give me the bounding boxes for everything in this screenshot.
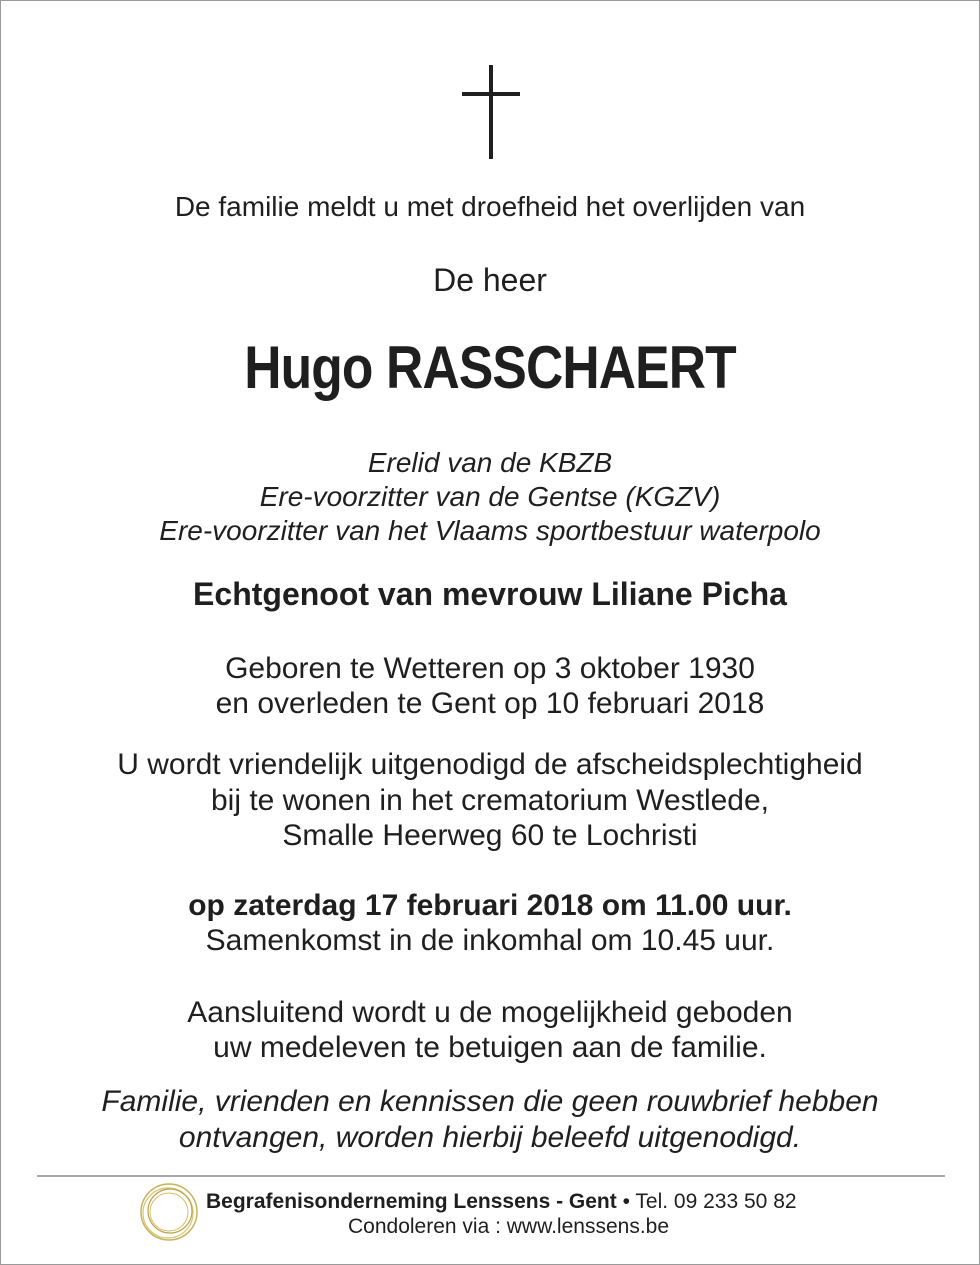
role-line: Ere-voorzitter van het Vlaams sportbestuur waterpolo bbox=[159, 515, 821, 546]
role-line: Erelid van de KBZB bbox=[367, 447, 613, 478]
ceremony-date: op zaterdag 17 februari 2018 om 11.00 uur. bbox=[188, 889, 792, 922]
invitation-line: Smalle Heerweg 60 te Lochristi bbox=[282, 819, 698, 852]
footer-company-line bbox=[206, 1190, 797, 1214]
company-name: Begrafenisonderneming Lenssens - Gent bbox=[206, 1190, 617, 1213]
honorific: De heer bbox=[433, 262, 547, 298]
spouse-line: Echtgenoot van mevrouw Liliane Picha bbox=[193, 576, 787, 612]
intro-text: De familie meldt u met droefheid het overlijden van bbox=[174, 191, 806, 222]
invitation-line: bij te wonen in het crematorium Westlede, bbox=[210, 784, 770, 817]
condolence-line: Aansluitend wordt u de mogelijkheid geboden bbox=[187, 996, 793, 1029]
footer-condolence-link[interactable]: Condoleren via : www.lenssens.be bbox=[348, 1215, 670, 1238]
role-line: Ere-voorzitter van de Gentse (KGZV) bbox=[259, 481, 721, 512]
company-phone: Tel. 09 233 50 82 bbox=[635, 1190, 797, 1213]
cross-icon bbox=[462, 65, 522, 159]
gathering-time: Samenkomst in de inkomhal om 10.45 uur. bbox=[205, 924, 775, 957]
note-line: Familie, vrienden en kennissen die geen rouwbrief hebben bbox=[101, 1085, 879, 1118]
death-line: en overleden te Gent op 10 februari 2018 bbox=[215, 687, 765, 720]
invitation-line: U wordt vriendelijk uitgenodigd de afscheidsplechtigheid bbox=[117, 748, 863, 781]
footer-separator: • bbox=[616, 1190, 636, 1213]
condolence-line: uw medeleven te betuigen aan de familie. bbox=[213, 1031, 767, 1064]
note-line: ontvangen, worden hierbij beleefd uitgenodigd. bbox=[178, 1121, 802, 1154]
birth-line: Geboren te Wetteren op 3 oktober 1930 bbox=[225, 652, 755, 685]
lenssens-logo-icon bbox=[138, 1181, 200, 1243]
footer-divider bbox=[37, 1175, 945, 1177]
deceased-name: Hugo RASSCHAERT bbox=[244, 334, 736, 401]
